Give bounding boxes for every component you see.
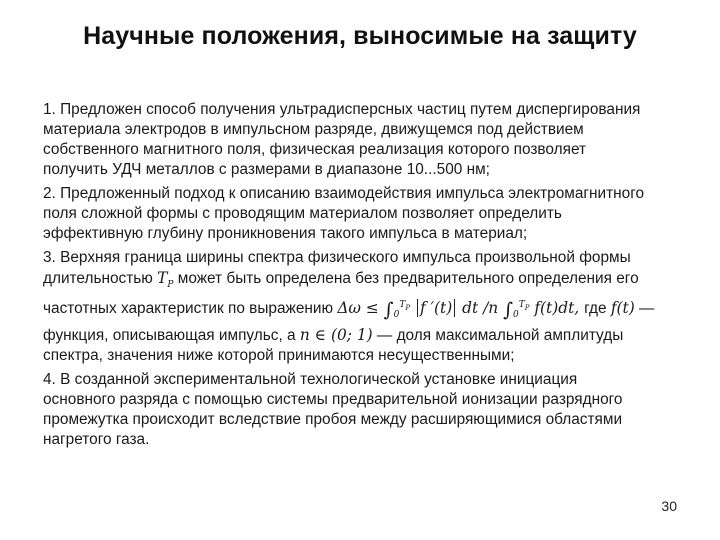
n-range-symbol: n ∈ (0; 1) <box>299 326 373 345</box>
text-fragment: — <box>639 300 655 318</box>
abs-bar-left <box>417 299 418 317</box>
text-fragment: частотных характеристик по выражению <box>43 300 334 318</box>
list-item-3 <box>43 248 673 366</box>
text-fragment: может быть определена без предварительного определения его <box>177 270 639 287</box>
math-symbol: T <box>157 269 168 287</box>
list-item-2 <box>43 184 673 244</box>
formula-integrand: f(t)dt, <box>534 299 580 318</box>
text-line: нагретого газа. <box>43 431 150 449</box>
text-line: спектра, значения ниже которой принимаются несущественными; <box>43 347 515 365</box>
page-number: 30 <box>661 498 677 514</box>
text-line: 3. Верхняя граница ширины спектра физического импульса произвольной формы <box>43 249 631 266</box>
text-line: получить УДЧ металлов с размерами в диапазоне 10...500 нм; <box>43 161 490 178</box>
spectrum-formula <box>337 299 584 322</box>
text-line: 2. Предложенный подход к описанию взаимодействия импульса электромагнитного <box>43 185 645 202</box>
integral-upper-limit: T <box>399 300 406 311</box>
integral-lower-limit: 0 <box>393 310 400 321</box>
integral-sign-icon: ∫ <box>503 299 513 322</box>
formula-lhs: Δω ≤ <box>337 299 379 318</box>
text-line <box>43 295 673 325</box>
function-symbol: f(t) <box>610 299 635 318</box>
text-fragment: длительностью <box>43 270 153 287</box>
text-line: 4. В созданной экспериментальной технологической установке инициация <box>43 371 578 389</box>
formula-integrand-derivative: f ′(t) <box>419 299 453 318</box>
integral-lower-limit: 0 <box>512 310 519 321</box>
text-line: эффективную глубину проникновения такого импульса в материал; <box>43 225 528 242</box>
slide-content <box>43 100 673 454</box>
integral-upper-limit-sub: P <box>524 303 530 312</box>
integral-upper-limit: T <box>518 300 525 311</box>
text-line: 1. Предложен способ получения ультрадисперсных частиц путем диспергирования <box>43 101 641 118</box>
math-subscript: P <box>167 280 174 291</box>
duration-symbol <box>157 269 174 291</box>
integral-sign-icon: ∫ <box>383 299 394 322</box>
text-line: материала электродов в импульсном разряде, движущемся под действием <box>43 121 584 138</box>
text-fragment: функция, описывающая импульс, а <box>43 327 296 345</box>
text-fragment: — доля максимальной амплитуды <box>376 327 624 345</box>
formula-middle: dt /n <box>462 299 499 318</box>
integral-upper-limit-sub: P <box>405 303 411 312</box>
text-line: собственного магнитного поля, физическая реализация которого позволяет <box>43 141 587 158</box>
slide-title: Научные положения, выносимые на защиту <box>83 22 637 50</box>
text-fragment: где <box>584 300 607 318</box>
list-item-1 <box>43 100 673 180</box>
text-line: поля сложной формы с проводящим материалом позволяет определить <box>43 205 562 222</box>
text-line: основного разряда с помощью системы предварительной ионизации разрядного <box>43 391 623 409</box>
list-item-4 <box>43 370 673 450</box>
abs-bar-right <box>454 299 455 317</box>
text-line <box>43 325 673 346</box>
text-line: промежутка происходит вследствие пробоя между расширяющимися областями <box>43 411 623 429</box>
text-line <box>43 268 673 295</box>
